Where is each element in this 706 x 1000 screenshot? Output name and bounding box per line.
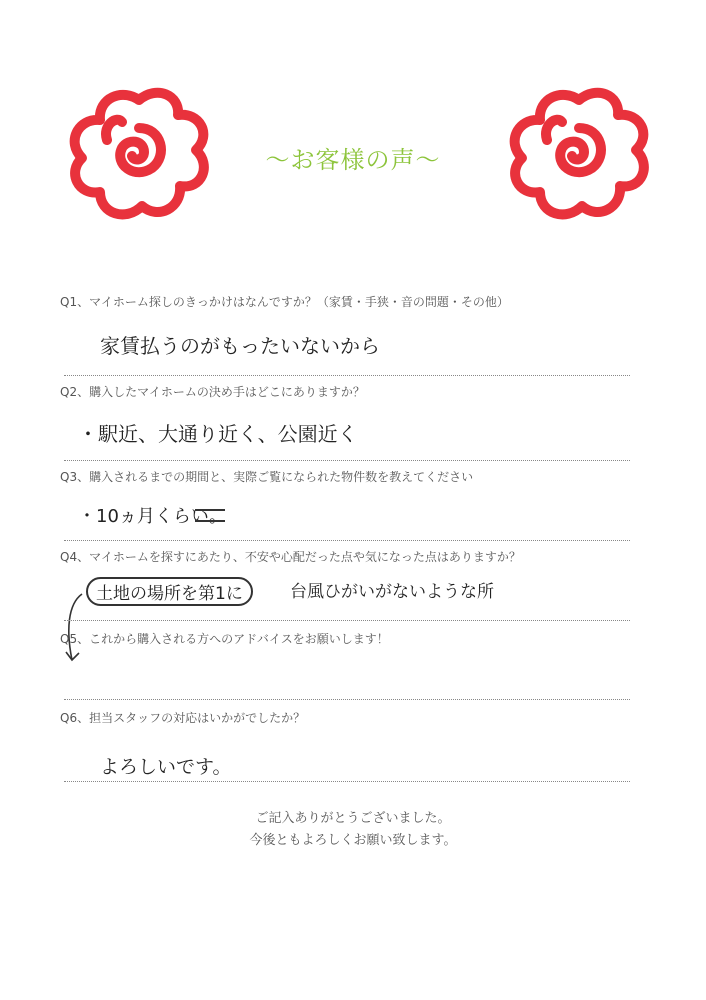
answer-line-3 [64,540,630,541]
closing-line-1: ご記入ありがとうございました。 [255,811,451,826]
page-title: ～お客様の声～ [265,146,441,174]
question-6: Q6、担当スタッフの対応はいかがでしたか？ [60,711,306,725]
answer-line-4 [64,620,630,621]
struck-out-text [195,509,225,522]
answer-4b: 台風ひがいがないような所 [290,582,494,602]
answer-line-1 [64,375,630,376]
answer-line-5 [64,699,630,700]
question-1: Q1、マイホーム探しのきっかけはなんですか？（家賃・手狭・音の問題・その他） [60,295,509,309]
question-4: Q4、マイホームを探すにあたり、不安や心配だった点や気になった点はありますか？ [60,550,521,564]
answer-6: よろしいです。 [100,756,232,778]
question-5: Q5、これから購入される方へのアドバイスをお願いします！ [60,632,389,646]
answer-3: ・10ヵ月くらい。 [78,506,227,527]
answer-line-2 [64,460,630,461]
answer-line-6 [64,781,630,782]
answer-4-circled: 土地の場所を第1に [86,577,253,606]
arrow-annotation [62,590,92,666]
answer-1: 家賃払うのがもったいないから [100,334,380,358]
question-2: Q2、購入したマイホームの決め手はどこにありますか？ [60,385,365,399]
question-3: Q3、購入されるまでの期間と、実際ご覧になられた物件数を教えてください [60,470,474,484]
flower-logo-right [502,80,657,230]
answer-2: ・駅近、大通り近く、公園近く [78,422,358,446]
closing-line-2: 今後ともよろしくお願い致します。 [249,833,457,848]
